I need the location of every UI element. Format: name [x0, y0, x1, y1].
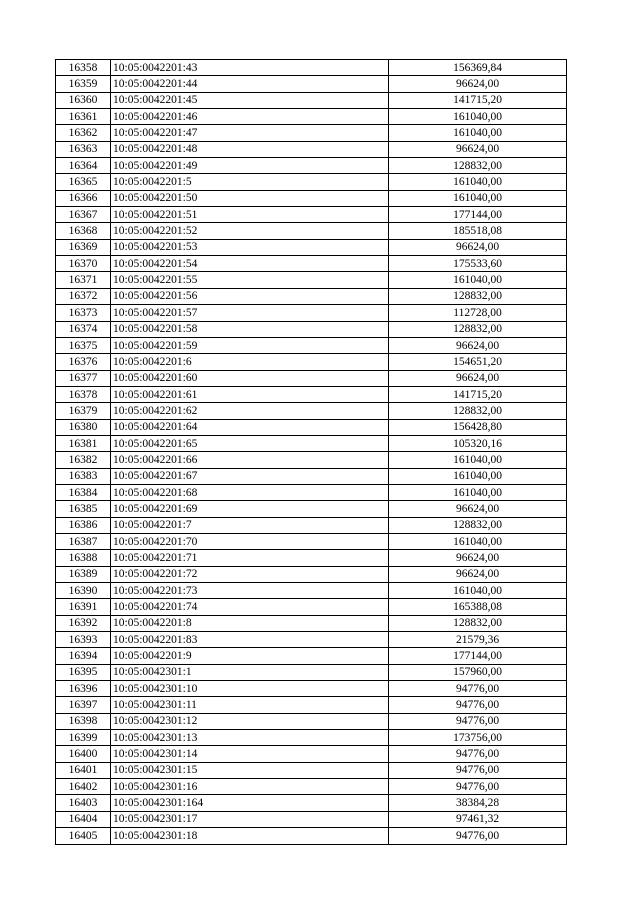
cadastral-number-cell: 10:05:0042301:12 — [111, 713, 389, 729]
row-number-cell: 16389 — [56, 566, 111, 582]
table-row — [56, 337, 567, 353]
cadastral-value-cell: 97461,32 — [389, 811, 567, 827]
cadastral-number-cell: 10:05:0042201:9 — [111, 648, 389, 664]
cadastral-value-cell: 177144,00 — [389, 207, 567, 223]
row-number-cell: 16371 — [56, 272, 111, 288]
row-number-cell: 16401 — [56, 762, 111, 778]
cadastral-value-cell: 96624,00 — [389, 141, 567, 157]
cadastral-number-cell: 10:05:0042201:51 — [111, 207, 389, 223]
row-number-cell: 16400 — [56, 746, 111, 762]
cadastral-number-cell: 10:05:0042201:62 — [111, 403, 389, 419]
row-number-cell: 16358 — [56, 60, 111, 76]
cadastral-value-cell: 177144,00 — [389, 648, 567, 664]
row-number-cell: 16380 — [56, 419, 111, 435]
cadastral-number-cell: 10:05:0042201:69 — [111, 501, 389, 517]
row-number-cell: 16381 — [56, 435, 111, 451]
cadastral-number-cell: 10:05:0042301:164 — [111, 795, 389, 811]
table-row — [56, 533, 567, 549]
row-number-cell: 16404 — [56, 811, 111, 827]
cadastral-value-cell: 185518,08 — [389, 223, 567, 239]
cadastral-number-cell: 10:05:0042201:59 — [111, 337, 389, 353]
cadastral-value-cell: 128832,00 — [389, 158, 567, 174]
cadastral-number-cell: 10:05:0042201:60 — [111, 370, 389, 386]
table-row — [56, 109, 567, 125]
row-number-cell: 16362 — [56, 125, 111, 141]
table-row — [56, 468, 567, 484]
cadastral-value-cell: 21579,36 — [389, 632, 567, 648]
cadastral-number-cell: 10:05:0042201:44 — [111, 76, 389, 92]
cadastral-number-cell: 10:05:0042301:16 — [111, 779, 389, 795]
cadastral-number-cell: 10:05:0042201:70 — [111, 533, 389, 549]
row-number-cell: 16369 — [56, 239, 111, 255]
row-number-cell: 16392 — [56, 615, 111, 631]
table-row — [56, 795, 567, 811]
table-row — [56, 713, 567, 729]
table-row — [56, 76, 567, 92]
row-number-cell: 16403 — [56, 795, 111, 811]
cadastral-number-cell: 10:05:0042301:17 — [111, 811, 389, 827]
row-number-cell: 16366 — [56, 190, 111, 206]
cadastral-number-cell: 10:05:0042201:56 — [111, 288, 389, 304]
cadastral-number-cell: 10:05:0042201:50 — [111, 190, 389, 206]
row-number-cell: 16399 — [56, 730, 111, 746]
table-row — [56, 288, 567, 304]
cadastral-number-cell: 10:05:0042301:15 — [111, 762, 389, 778]
cadastral-value-cell: 94776,00 — [389, 681, 567, 697]
cadastral-value-cell: 157960,00 — [389, 664, 567, 680]
cadastral-number-cell: 10:05:0042301:1 — [111, 664, 389, 680]
cadastral-value-cell: 161040,00 — [389, 174, 567, 190]
cadastral-value-cell: 94776,00 — [389, 713, 567, 729]
table-row — [56, 435, 567, 451]
table-row — [56, 517, 567, 533]
table-row — [56, 60, 567, 76]
cadastral-value-cell: 112728,00 — [389, 305, 567, 321]
table-row — [56, 697, 567, 713]
table-row — [56, 272, 567, 288]
table-row — [56, 762, 567, 778]
table-row — [56, 501, 567, 517]
cadastral-value-cell: 94776,00 — [389, 828, 567, 844]
table-row — [56, 664, 567, 680]
cadastral-value-cell: 128832,00 — [389, 517, 567, 533]
table-row — [56, 550, 567, 566]
cadastral-number-cell: 10:05:0042301:14 — [111, 746, 389, 762]
cadastral-number-cell: 10:05:0042201:67 — [111, 468, 389, 484]
table-row — [56, 599, 567, 615]
row-number-cell: 16394 — [56, 648, 111, 664]
row-number-cell: 16391 — [56, 599, 111, 615]
row-number-cell: 16376 — [56, 354, 111, 370]
cadastral-value-cell: 96624,00 — [389, 239, 567, 255]
cadastral-number-cell: 10:05:0042201:74 — [111, 599, 389, 615]
cadastral-number-cell: 10:05:0042201:43 — [111, 60, 389, 76]
cadastral-value-cell: 94776,00 — [389, 762, 567, 778]
cadastral-value-cell: 128832,00 — [389, 403, 567, 419]
row-number-cell: 16387 — [56, 533, 111, 549]
table-row — [56, 566, 567, 582]
row-number-cell: 16363 — [56, 141, 111, 157]
table-row — [56, 583, 567, 599]
table-row — [56, 321, 567, 337]
row-number-cell: 16405 — [56, 828, 111, 844]
row-number-cell: 16360 — [56, 92, 111, 108]
row-number-cell: 16372 — [56, 288, 111, 304]
cadastral-value-cell: 128832,00 — [389, 615, 567, 631]
cadastral-value-cell: 161040,00 — [389, 484, 567, 500]
cadastral-number-cell: 10:05:0042201:58 — [111, 321, 389, 337]
table-row — [56, 370, 567, 386]
cadastral-value-cell: 154651,20 — [389, 354, 567, 370]
table-row — [56, 190, 567, 206]
cadastral-number-cell: 10:05:0042201:8 — [111, 615, 389, 631]
table-row — [56, 92, 567, 108]
cadastral-value-cell: 161040,00 — [389, 533, 567, 549]
cadastral-number-cell: 10:05:0042201:57 — [111, 305, 389, 321]
cadastral-value-cell: 96624,00 — [389, 76, 567, 92]
row-number-cell: 16385 — [56, 501, 111, 517]
cadastral-value-cell: 161040,00 — [389, 109, 567, 125]
cadastral-number-cell: 10:05:0042301:10 — [111, 681, 389, 697]
cadastral-value-cell: 161040,00 — [389, 452, 567, 468]
row-number-cell: 16359 — [56, 76, 111, 92]
cadastral-number-cell: 10:05:0042201:7 — [111, 517, 389, 533]
cadastral-number-cell: 10:05:0042201:6 — [111, 354, 389, 370]
cadastral-value-cell: 128832,00 — [389, 288, 567, 304]
table-row — [56, 256, 567, 272]
cadastral-number-cell: 10:05:0042201:61 — [111, 386, 389, 402]
row-number-cell: 16379 — [56, 403, 111, 419]
table-row — [56, 730, 567, 746]
row-number-cell: 16383 — [56, 468, 111, 484]
table-row — [56, 779, 567, 795]
cadastral-value-cell: 94776,00 — [389, 779, 567, 795]
row-number-cell: 16386 — [56, 517, 111, 533]
cadastral-number-cell: 10:05:0042201:66 — [111, 452, 389, 468]
table-row — [56, 632, 567, 648]
row-number-cell: 16382 — [56, 452, 111, 468]
row-number-cell: 16395 — [56, 664, 111, 680]
cadastral-value-cell: 173756,00 — [389, 730, 567, 746]
row-number-cell: 16361 — [56, 109, 111, 125]
table-row — [56, 452, 567, 468]
cadastral-value-cell: 94776,00 — [389, 746, 567, 762]
table-row — [56, 419, 567, 435]
cadastral-number-cell: 10:05:0042201:71 — [111, 550, 389, 566]
cadastral-number-cell: 10:05:0042201:52 — [111, 223, 389, 239]
table-row — [56, 811, 567, 827]
table-row — [56, 305, 567, 321]
cadastral-value-cell: 161040,00 — [389, 583, 567, 599]
row-number-cell: 16375 — [56, 337, 111, 353]
table-row — [56, 828, 567, 844]
cadastral-value-cell: 96624,00 — [389, 337, 567, 353]
table-row — [56, 648, 567, 664]
cadastral-value-cell: 38384,28 — [389, 795, 567, 811]
cadastral-number-cell: 10:05:0042201:53 — [111, 239, 389, 255]
cadastral-number-cell: 10:05:0042201:54 — [111, 256, 389, 272]
row-number-cell: 16378 — [56, 386, 111, 402]
row-number-cell: 16390 — [56, 583, 111, 599]
cadastral-number-cell: 10:05:0042301:18 — [111, 828, 389, 844]
row-number-cell: 16396 — [56, 681, 111, 697]
cadastral-number-cell: 10:05:0042201:72 — [111, 566, 389, 582]
cadastral-number-cell: 10:05:0042201:47 — [111, 125, 389, 141]
cadastral-value-cell: 105320,16 — [389, 435, 567, 451]
table-row — [56, 403, 567, 419]
table-row — [56, 386, 567, 402]
cadastral-value-cell: 96624,00 — [389, 370, 567, 386]
cadastral-number-cell: 10:05:0042201:5 — [111, 174, 389, 190]
cadastral-value-cell: 141715,20 — [389, 386, 567, 402]
cadastral-value-cell: 156428,80 — [389, 419, 567, 435]
table-row — [56, 746, 567, 762]
row-number-cell: 16398 — [56, 713, 111, 729]
row-number-cell: 16368 — [56, 223, 111, 239]
cadastral-number-cell: 10:05:0042201:64 — [111, 419, 389, 435]
row-number-cell: 16365 — [56, 174, 111, 190]
table-row — [56, 174, 567, 190]
table-row — [56, 158, 567, 174]
table-row — [56, 615, 567, 631]
row-number-cell: 16367 — [56, 207, 111, 223]
table-row — [56, 239, 567, 255]
cadastral-value-cell: 96624,00 — [389, 566, 567, 582]
cadastral-number-cell: 10:05:0042301:11 — [111, 697, 389, 713]
row-number-cell: 16377 — [56, 370, 111, 386]
cadastral-value-table — [55, 59, 567, 845]
row-number-cell: 16393 — [56, 632, 111, 648]
table-row — [56, 484, 567, 500]
row-number-cell: 16388 — [56, 550, 111, 566]
cadastral-number-cell: 10:05:0042201:83 — [111, 632, 389, 648]
cadastral-number-cell: 10:05:0042201:65 — [111, 435, 389, 451]
cadastral-number-cell: 10:05:0042201:45 — [111, 92, 389, 108]
row-number-cell: 16374 — [56, 321, 111, 337]
row-number-cell: 16373 — [56, 305, 111, 321]
table-row — [56, 354, 567, 370]
cadastral-value-cell: 141715,20 — [389, 92, 567, 108]
cadastral-value-cell: 94776,00 — [389, 697, 567, 713]
row-number-cell: 16397 — [56, 697, 111, 713]
table-row — [56, 141, 567, 157]
table-row — [56, 681, 567, 697]
cadastral-value-cell: 161040,00 — [389, 272, 567, 288]
cadastral-number-cell: 10:05:0042201:55 — [111, 272, 389, 288]
table-row — [56, 125, 567, 141]
cadastral-number-cell: 10:05:0042201:68 — [111, 484, 389, 500]
table-row — [56, 223, 567, 239]
cadastral-value-cell: 161040,00 — [389, 468, 567, 484]
cadastral-value-cell: 128832,00 — [389, 321, 567, 337]
cadastral-number-cell: 10:05:0042201:73 — [111, 583, 389, 599]
row-number-cell: 16364 — [56, 158, 111, 174]
cadastral-number-cell: 10:05:0042201:49 — [111, 158, 389, 174]
row-number-cell: 16370 — [56, 256, 111, 272]
row-number-cell: 16384 — [56, 484, 111, 500]
cadastral-number-cell: 10:05:0042201:48 — [111, 141, 389, 157]
cadastral-value-cell: 161040,00 — [389, 125, 567, 141]
cadastral-value-cell: 156369,84 — [389, 60, 567, 76]
cadastral-value-cell: 175533,60 — [389, 256, 567, 272]
cadastral-value-cell: 161040,00 — [389, 190, 567, 206]
table-body — [56, 60, 567, 845]
cadastral-number-cell: 10:05:0042201:46 — [111, 109, 389, 125]
cadastral-value-cell: 96624,00 — [389, 501, 567, 517]
cadastral-number-cell: 10:05:0042301:13 — [111, 730, 389, 746]
cadastral-value-cell: 96624,00 — [389, 550, 567, 566]
cadastral-value-cell: 165388,08 — [389, 599, 567, 615]
table-row — [56, 207, 567, 223]
row-number-cell: 16402 — [56, 779, 111, 795]
